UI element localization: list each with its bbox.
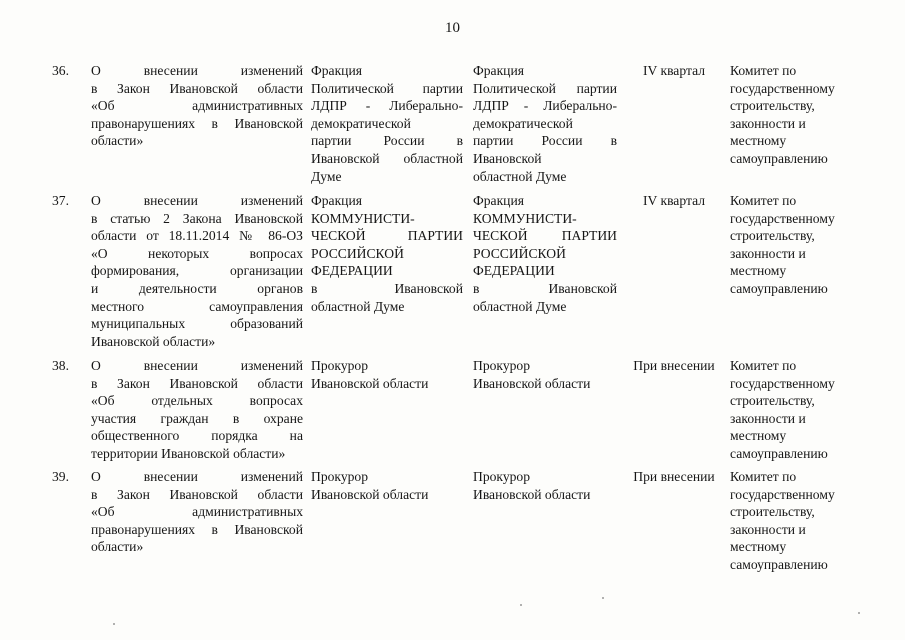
cell-line: в статью 2 Закона Ивановской <box>91 210 303 226</box>
cell-line: Комитет по <box>730 358 797 373</box>
cell-line: самоуправлению <box>730 280 828 296</box>
bill-title <box>91 192 303 350</box>
cell-line: Прокурор <box>473 358 531 373</box>
cell-line: в Закон Ивановской области <box>91 486 303 502</box>
row-number: 39. <box>52 469 69 484</box>
cell-line: Комитет по <box>730 193 797 208</box>
scan-speck <box>602 597 604 599</box>
submission-term: При внесении <box>633 358 715 373</box>
cell-line: Фракция <box>311 193 362 208</box>
cell-line: областной Думе <box>473 298 567 314</box>
cell-line: государственному <box>730 486 835 502</box>
cell-line: Ивановской области <box>473 486 591 502</box>
cell-line: самоуправлению <box>730 556 828 572</box>
scan-speck <box>113 623 115 625</box>
bill-title <box>91 357 303 463</box>
cell-line: ЛДПР - Либерально- <box>311 98 463 114</box>
cell-line: Думе <box>311 168 342 184</box>
cell-line: строительству, <box>730 228 815 244</box>
cell-line: государственному <box>730 210 835 226</box>
cell-line: государственному <box>730 80 835 96</box>
cell-line: законности и <box>730 521 806 537</box>
cell-line: местному <box>730 133 787 149</box>
bill-author <box>473 192 617 315</box>
responsible-committee <box>730 62 860 168</box>
cell-line: муниципальных образований <box>91 316 303 332</box>
cell-line: партии России в <box>311 133 463 149</box>
cell-line: О внесении изменений <box>91 193 303 208</box>
cell-line: строительству, <box>730 393 815 409</box>
initiative-subject <box>311 357 463 392</box>
cell-line: законности и <box>730 115 806 131</box>
cell-line: территории Ивановской области» <box>91 445 286 461</box>
cell-line: Фракция <box>473 63 524 78</box>
scan-speck <box>520 604 522 606</box>
cell-line: партии России в <box>473 133 617 149</box>
cell-line: Ивановской области <box>473 375 591 391</box>
cell-line: местному <box>730 263 787 279</box>
cell-line: О внесении изменений <box>91 63 303 78</box>
cell-line: ЛДПР - Либерально- <box>473 98 617 114</box>
page-number: 10 <box>445 20 460 36</box>
cell-line: самоуправлению <box>730 150 828 166</box>
submission-term: IV квартал <box>642 63 706 78</box>
row-number: 37. <box>52 193 69 208</box>
cell-line: в Ивановской <box>473 280 617 296</box>
cell-line: демократической <box>473 115 573 131</box>
cell-line: РОССИЙСКОЙ <box>311 245 404 261</box>
cell-line: Ивановской областной <box>311 150 463 166</box>
cell-line: области от 18.11.2014 № 86-ОЗ <box>91 228 303 244</box>
cell-line: «Об административных <box>91 504 303 520</box>
responsible-committee <box>730 192 860 298</box>
cell-line: Политической партии <box>473 80 617 96</box>
cell-line: формирования, организации <box>91 263 303 279</box>
cell-line: общественного порядка на <box>91 428 303 444</box>
initiative-subject <box>311 62 463 185</box>
cell-line: «О некоторых вопросах <box>91 245 303 261</box>
bill-author <box>473 62 617 185</box>
cell-line: Политической партии <box>311 80 463 96</box>
cell-line: Прокурор <box>311 358 369 373</box>
submission-term: IV квартал <box>642 193 706 208</box>
cell-line: Ивановской <box>473 150 542 166</box>
cell-line: демократической <box>311 115 411 131</box>
cell-line: правонарушениях в Ивановской <box>91 521 303 537</box>
cell-line: ФЕДЕРАЦИИ <box>473 263 555 279</box>
cell-line: местному <box>730 428 787 444</box>
cell-line: ЧЕСКОЙ ПАРТИИ <box>311 228 463 244</box>
cell-line: РОССИЙСКОЙ <box>473 245 566 261</box>
initiative-subject <box>311 192 463 315</box>
cell-line: государственному <box>730 375 835 391</box>
row-number: 38. <box>52 358 69 373</box>
cell-line: областной Думе <box>473 168 567 184</box>
cell-line: в Закон Ивановской области <box>91 375 303 391</box>
bill-author <box>473 468 617 503</box>
cell-line: участия граждан в охране <box>91 410 303 426</box>
cell-line: Фракция <box>473 193 524 208</box>
cell-line: законности и <box>730 245 806 261</box>
cell-line: местному <box>730 539 787 555</box>
cell-line: и деятельности органов <box>91 280 303 296</box>
cell-line: Комитет по <box>730 63 797 78</box>
row-number: 36. <box>52 63 69 78</box>
cell-line: области» <box>91 133 144 149</box>
cell-line: КОММУНИСТИ- <box>473 210 577 226</box>
cell-line: «Об отдельных вопросах <box>91 393 303 409</box>
cell-line: Ивановской области <box>311 375 429 391</box>
cell-line: правонарушениях в Ивановской <box>91 115 303 131</box>
cell-line: строительству, <box>730 98 815 114</box>
submission-term: При внесении <box>633 469 715 484</box>
scan-speck <box>858 612 860 614</box>
cell-line: О внесении изменений <box>91 469 303 484</box>
cell-line: законности и <box>730 410 806 426</box>
cell-line: местного самоуправления <box>91 298 303 314</box>
cell-line: в Ивановской <box>311 280 463 296</box>
cell-line: Прокурор <box>473 469 531 484</box>
cell-line: в Закон Ивановской области <box>91 80 303 96</box>
cell-line: О внесении изменений <box>91 358 303 373</box>
cell-line: ЧЕСКОЙ ПАРТИИ <box>473 228 617 244</box>
cell-line: «Об административных <box>91 98 303 114</box>
cell-line: Комитет по <box>730 469 797 484</box>
cell-line: областной Думе <box>311 298 405 314</box>
cell-line: КОММУНИСТИ- <box>311 210 415 226</box>
bill-title <box>91 62 303 150</box>
cell-line: области» <box>91 539 144 555</box>
responsible-committee <box>730 357 860 463</box>
cell-line: ФЕДЕРАЦИИ <box>311 263 393 279</box>
cell-line: самоуправлению <box>730 445 828 461</box>
bill-title <box>91 468 303 556</box>
cell-line: строительству, <box>730 504 815 520</box>
bill-author <box>473 357 617 392</box>
initiative-subject <box>311 468 463 503</box>
cell-line: Фракция <box>311 63 362 78</box>
cell-line: Ивановской области» <box>91 333 216 349</box>
cell-line: Прокурор <box>311 469 369 484</box>
cell-line: Ивановской области <box>311 486 429 502</box>
responsible-committee <box>730 468 860 574</box>
